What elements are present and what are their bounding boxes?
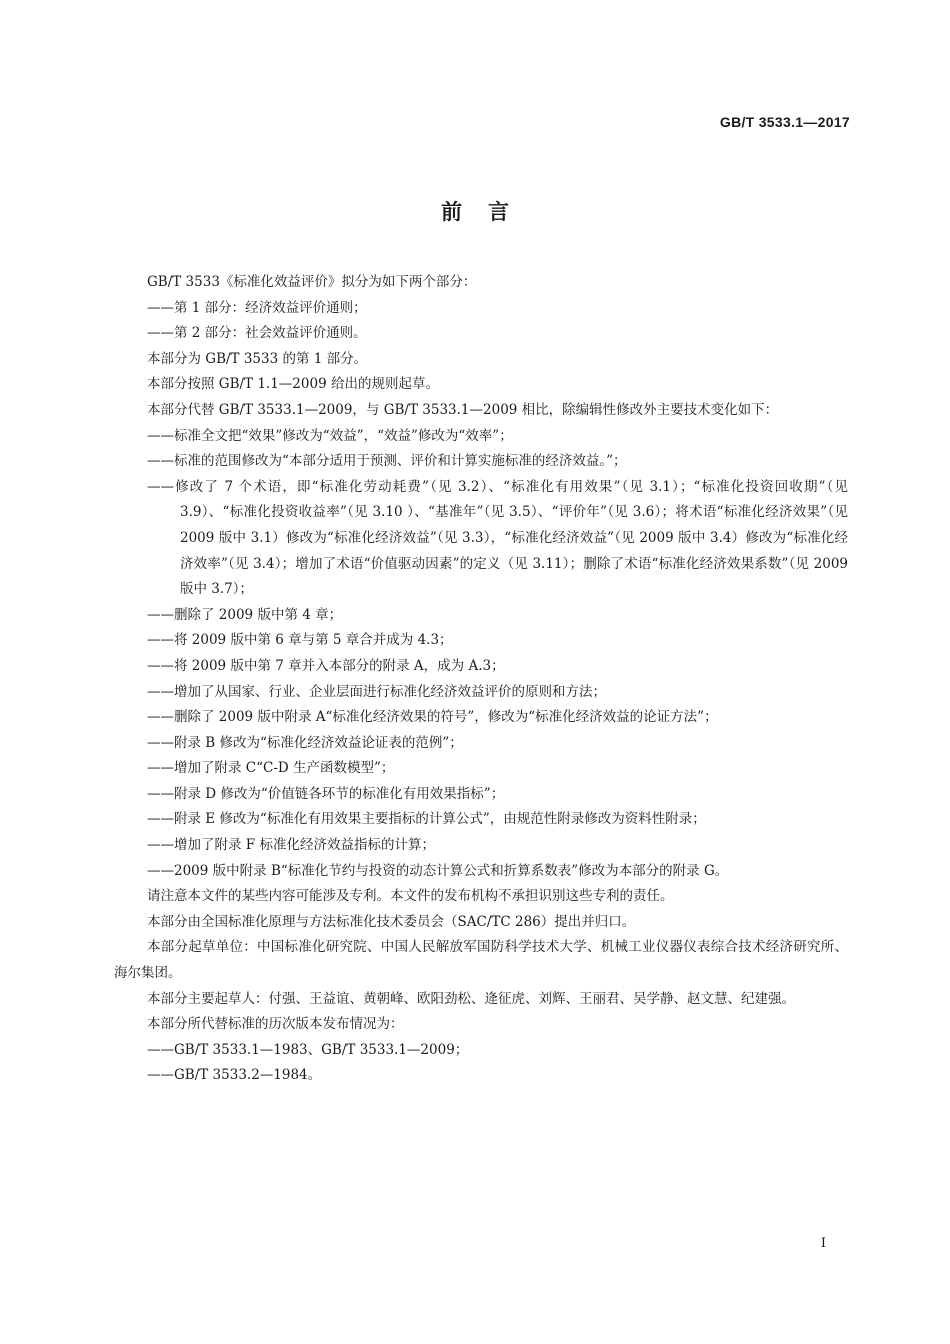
list-item: ——将 2009 版中第 6 章与第 5 章合并成为 4.3； xyxy=(147,632,453,649)
list-item: ——增加了附录 C“C-D 生产函数模型”； xyxy=(147,760,395,777)
list-item: ——删除了 2009 版中附录 A“标准化经济效果的符号”，修改为“标准化经济效益的论证方法”； xyxy=(147,709,718,726)
paragraph: 本部分为 GB/T 3533 的第 1 部分。 xyxy=(147,350,368,367)
list-item: ——2009 版中附录 B“标准化节约与投资的动态计算公式和折算系数表”修改为本部分的附录 G。 xyxy=(147,862,729,879)
paragraph: GB/T 3533《标准化效益评价》拟分为如下两个部分： xyxy=(147,274,477,290)
list-item: ——修改了 7 个术语，即“标准化劳动耗费”（见 3.2）、“标准化有用效果”（见 3.1）；“标准化投资回收期”（见 3.9）、“标准化投资收益率”（见 3.10 ）、“基准年”（见 3.5）、“评价年”（见 3.6）；将术语“标准化经济效果”（见 2009 版中 3.1）修改为“标准化经济效益”（见 3.3），“标准化经济效益”（见 2009 版中 3.4）修改为“标准化经济效率”（见 3.4）；增加了术语“价值驱动因素”的定义（见 3.11）；删除了术语“标准化经济效果系数”（见 2009 版中 3.7）； xyxy=(147,478,848,598)
paragraph: 本部分按照 GB/T 1.1—2009 给出的规则起草。 xyxy=(147,376,439,393)
foreword-body xyxy=(114,270,848,1089)
list-item: ——附录 B 修改为“标准化经济效益论证表的范例”； xyxy=(147,734,463,751)
list-item: ——增加了从国家、行业、企业层面进行标准化经济效益评价的原则和方法； xyxy=(147,683,606,700)
list-item: ——增加了附录 F 标准化经济效益指标的计算； xyxy=(147,837,435,854)
list-item: ——将 2009 版中第 7 章并入本部分的附录 A，成为 A.3； xyxy=(147,657,505,674)
list-item: ——GB/T 3533.1—1983、GB/T 3533.1—2009； xyxy=(147,1041,469,1058)
paragraph: 本部分所代替标准的历次版本发布情况为： xyxy=(147,1016,404,1033)
list-item: ——附录 D 修改为“价值链各环节的标准化有用效果指标”； xyxy=(147,785,505,802)
list-item: ——标准全文把“效果”修改为“效益”，“效益”修改为“效率”； xyxy=(147,427,513,444)
paragraph: 本部分起草单位：中国标准化研究院、中国人民解放军国防科学技术大学、机械工业仪器仪表综合技术经济研究所、海尔集团。 xyxy=(114,939,848,982)
list-item: ——标准的范围修改为“本部分适用于预测、评价和计算实施标准的经济效益。”； xyxy=(147,453,627,470)
list-item: ——第 1 部分：经济效益评价通则； xyxy=(147,299,367,316)
paragraph: 本部分代替 GB/T 3533.1—2009，与 GB/T 3533.1—2009 相比，除编辑性修改外主要技术变化如下： xyxy=(147,401,779,418)
paragraph: 请注意本文件的某些内容可能涉及专利。本文件的发布机构不承担识别这些专利的责任。 xyxy=(147,888,674,905)
page-number: I xyxy=(820,1236,826,1251)
list-item: ——第 2 部分：社会效益评价通则。 xyxy=(147,325,367,342)
page-title: 前言 xyxy=(441,200,535,224)
paragraph: 本部分由全国标准化原理与方法标准化技术委员会（SAC/TC 286）提出并归口。 xyxy=(147,913,636,930)
standard-number: GB/T 3533.1—2017 xyxy=(719,114,850,130)
list-item: ——GB/T 3533.2—1984。 xyxy=(147,1067,322,1084)
list-item: ——删除了 2009 版中第 4 章； xyxy=(147,606,343,623)
paragraph: 本部分主要起草人：付强、王益谊、黄朝峰、欧阳劲松、逄征虎、刘辉、王丽君、吴学静、赵文慧、纪建强。 xyxy=(147,990,795,1007)
list-item: ——附录 E 修改为“标准化有用效果主要指标的计算公式”，由规范性附录修改为资料性附录； xyxy=(147,811,706,828)
